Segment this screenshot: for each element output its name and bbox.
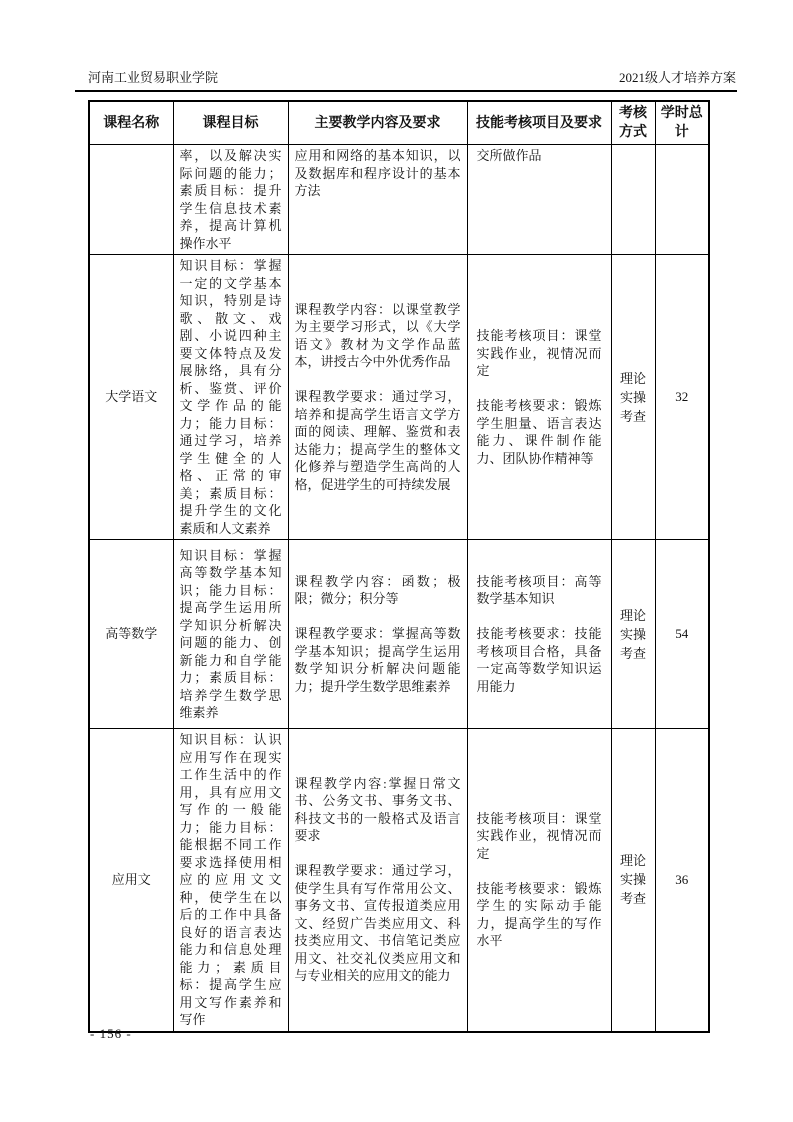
cell-total-hours (655, 145, 709, 255)
cell-course-objectives (173, 145, 288, 255)
cell-teaching-content (288, 145, 467, 255)
cell-assessment-method: 理论实操考查 (611, 729, 655, 1032)
content-paragraph: 课程教学要求：掌握高等数学基本知识；提高学生运用数学知识分析解决问题能力；提升学生数学思维素养 (294, 626, 461, 694)
page-number: - 156 - (90, 1026, 132, 1041)
cell-course-objectives (173, 540, 288, 729)
cell-course-name (89, 145, 173, 255)
column-header-assessment-method: 考核方式 (611, 101, 655, 145)
column-header-skill-assessment: 技能考核项目及要求 (467, 101, 611, 145)
cell-skill-assessment (467, 729, 611, 1032)
table-header-row (89, 101, 709, 145)
column-header-course-objectives: 课程目标 (173, 101, 288, 145)
cell-skill-assessment (467, 540, 611, 729)
cell-teaching-content (288, 729, 467, 1032)
assessment-paragraph: 技能考核要求：锻炼学生胆量、语言表达能力、课件制作能力、团队协作精神等 (476, 398, 602, 466)
content-paragraph: 课程教学内容:掌握日常文书、公务文书、事务文书、科技文书的一般格式及语言要求 (294, 775, 461, 844)
objectives-paragraph: 率，以及解决实际问题的能力；素质目标：提升学生信息技术素养，提高计算机操作水平 (179, 148, 282, 251)
table-row (89, 145, 709, 255)
cell-total-hours: 54 (655, 540, 709, 729)
cell-skill-assessment (467, 255, 611, 540)
content-paragraph: 课程教学内容：函数；极限；微分；积分等 (294, 573, 461, 607)
assessment-paragraph: 技能考核要求：锻炼学生的实际动手能力，提高学生的写作水平 (476, 880, 602, 949)
cell-course-name: 高等数学 (89, 540, 173, 729)
page-header (88, 70, 736, 86)
course-table (88, 100, 710, 1033)
objectives-paragraph: 知识目标：认识应用写作在现实工作生活中的作用，具有应用文写作的一般能力；能力目标：能根据不同工作要求选择使用相应的应用文文种，使学生在以后的工作中具备良好的语言表达能力和信息处理能力；素质目标：提高学生应用文写作素养和写作 (179, 732, 282, 1027)
table-row (89, 729, 709, 1032)
table-row (89, 540, 709, 729)
table-row (89, 255, 709, 540)
assessment-paragraph: 交所做作品 (476, 148, 542, 163)
header-doc-title: 2021级人才培养方案 (618, 70, 736, 85)
cell-total-hours: 32 (655, 255, 709, 540)
column-header-total-hours: 学时总计 (655, 101, 709, 145)
cell-course-name: 大学语文 (89, 255, 173, 540)
column-header-course-name: 课程名称 (89, 101, 173, 145)
cell-course-name: 应用文 (89, 729, 173, 1032)
content-paragraph: 课程教学要求：通过学习，培养和提高学生语言文学方面的阅读、理解、鉴赏和表达能力；提高学生的整体文化修养与塑造学生高尚的人格，促进学生的可持续发展 (294, 389, 461, 492)
assessment-paragraph: 技能考核项目：课堂实践作业，视情况而定 (476, 328, 602, 378)
assessment-paragraph: 技能考核项目：高等数学基本知识 (476, 573, 602, 607)
cell-skill-assessment (467, 145, 611, 255)
content-paragraph: 课程教学要求：通过学习，使学生具有写作常用公文、事务文书、宣传报道类应用文、经贸广告类应用文、科技类应用文、书信笔记类应用文、社交礼仪类应用文和与专业相关的应用文的能力 (294, 863, 461, 984)
cell-assessment-method: 理论实操考查 (611, 255, 655, 540)
cell-course-objectives (173, 729, 288, 1032)
assessment-paragraph: 技能考核要求：技能考核项目合格，具备一定高等数学知识运用能力 (476, 626, 602, 694)
column-header-teaching-content: 主要教学内容及要求 (288, 101, 467, 145)
cell-total-hours: 36 (655, 729, 709, 1032)
content-paragraph: 应用和网络的基本知识，以及数据库和程序设计的基本方法 (294, 148, 461, 198)
cell-teaching-content (288, 540, 467, 729)
objectives-paragraph: 知识目标：掌握一定的文学基本知识，特别是诗歌、散文、戏剧、小说四种主要文体特点及发展脉络，具有分析、鉴赏、评价文学作品的能力；能力目标：通过学习，培养学生健全的人格、正常的审美；素质目标：提升学生的文化素质和人文素养 (179, 258, 282, 536)
cell-course-objectives (173, 255, 288, 540)
cell-assessment-method: 理论实操考查 (611, 540, 655, 729)
cell-teaching-content (288, 255, 467, 540)
header-divider (75, 90, 737, 92)
cell-assessment-method (611, 145, 655, 255)
header-school-name: 河南工业贸易职业学院 (88, 70, 219, 85)
assessment-paragraph: 技能考核项目：课堂实践作业，视情况而定 (476, 810, 602, 861)
content-paragraph: 课程教学内容：以课堂教学为主要学习形式，以《大学语文》教材为文学作品蓝本，讲授古今中外优秀作品 (294, 301, 461, 370)
objectives-paragraph: 知识目标：掌握高等数学基本知识；能力目标：提高学生运用所学知识分析解决问题的能力、创新能力和自学能力；素质目标：培养学生数学思维素养 (179, 547, 282, 720)
